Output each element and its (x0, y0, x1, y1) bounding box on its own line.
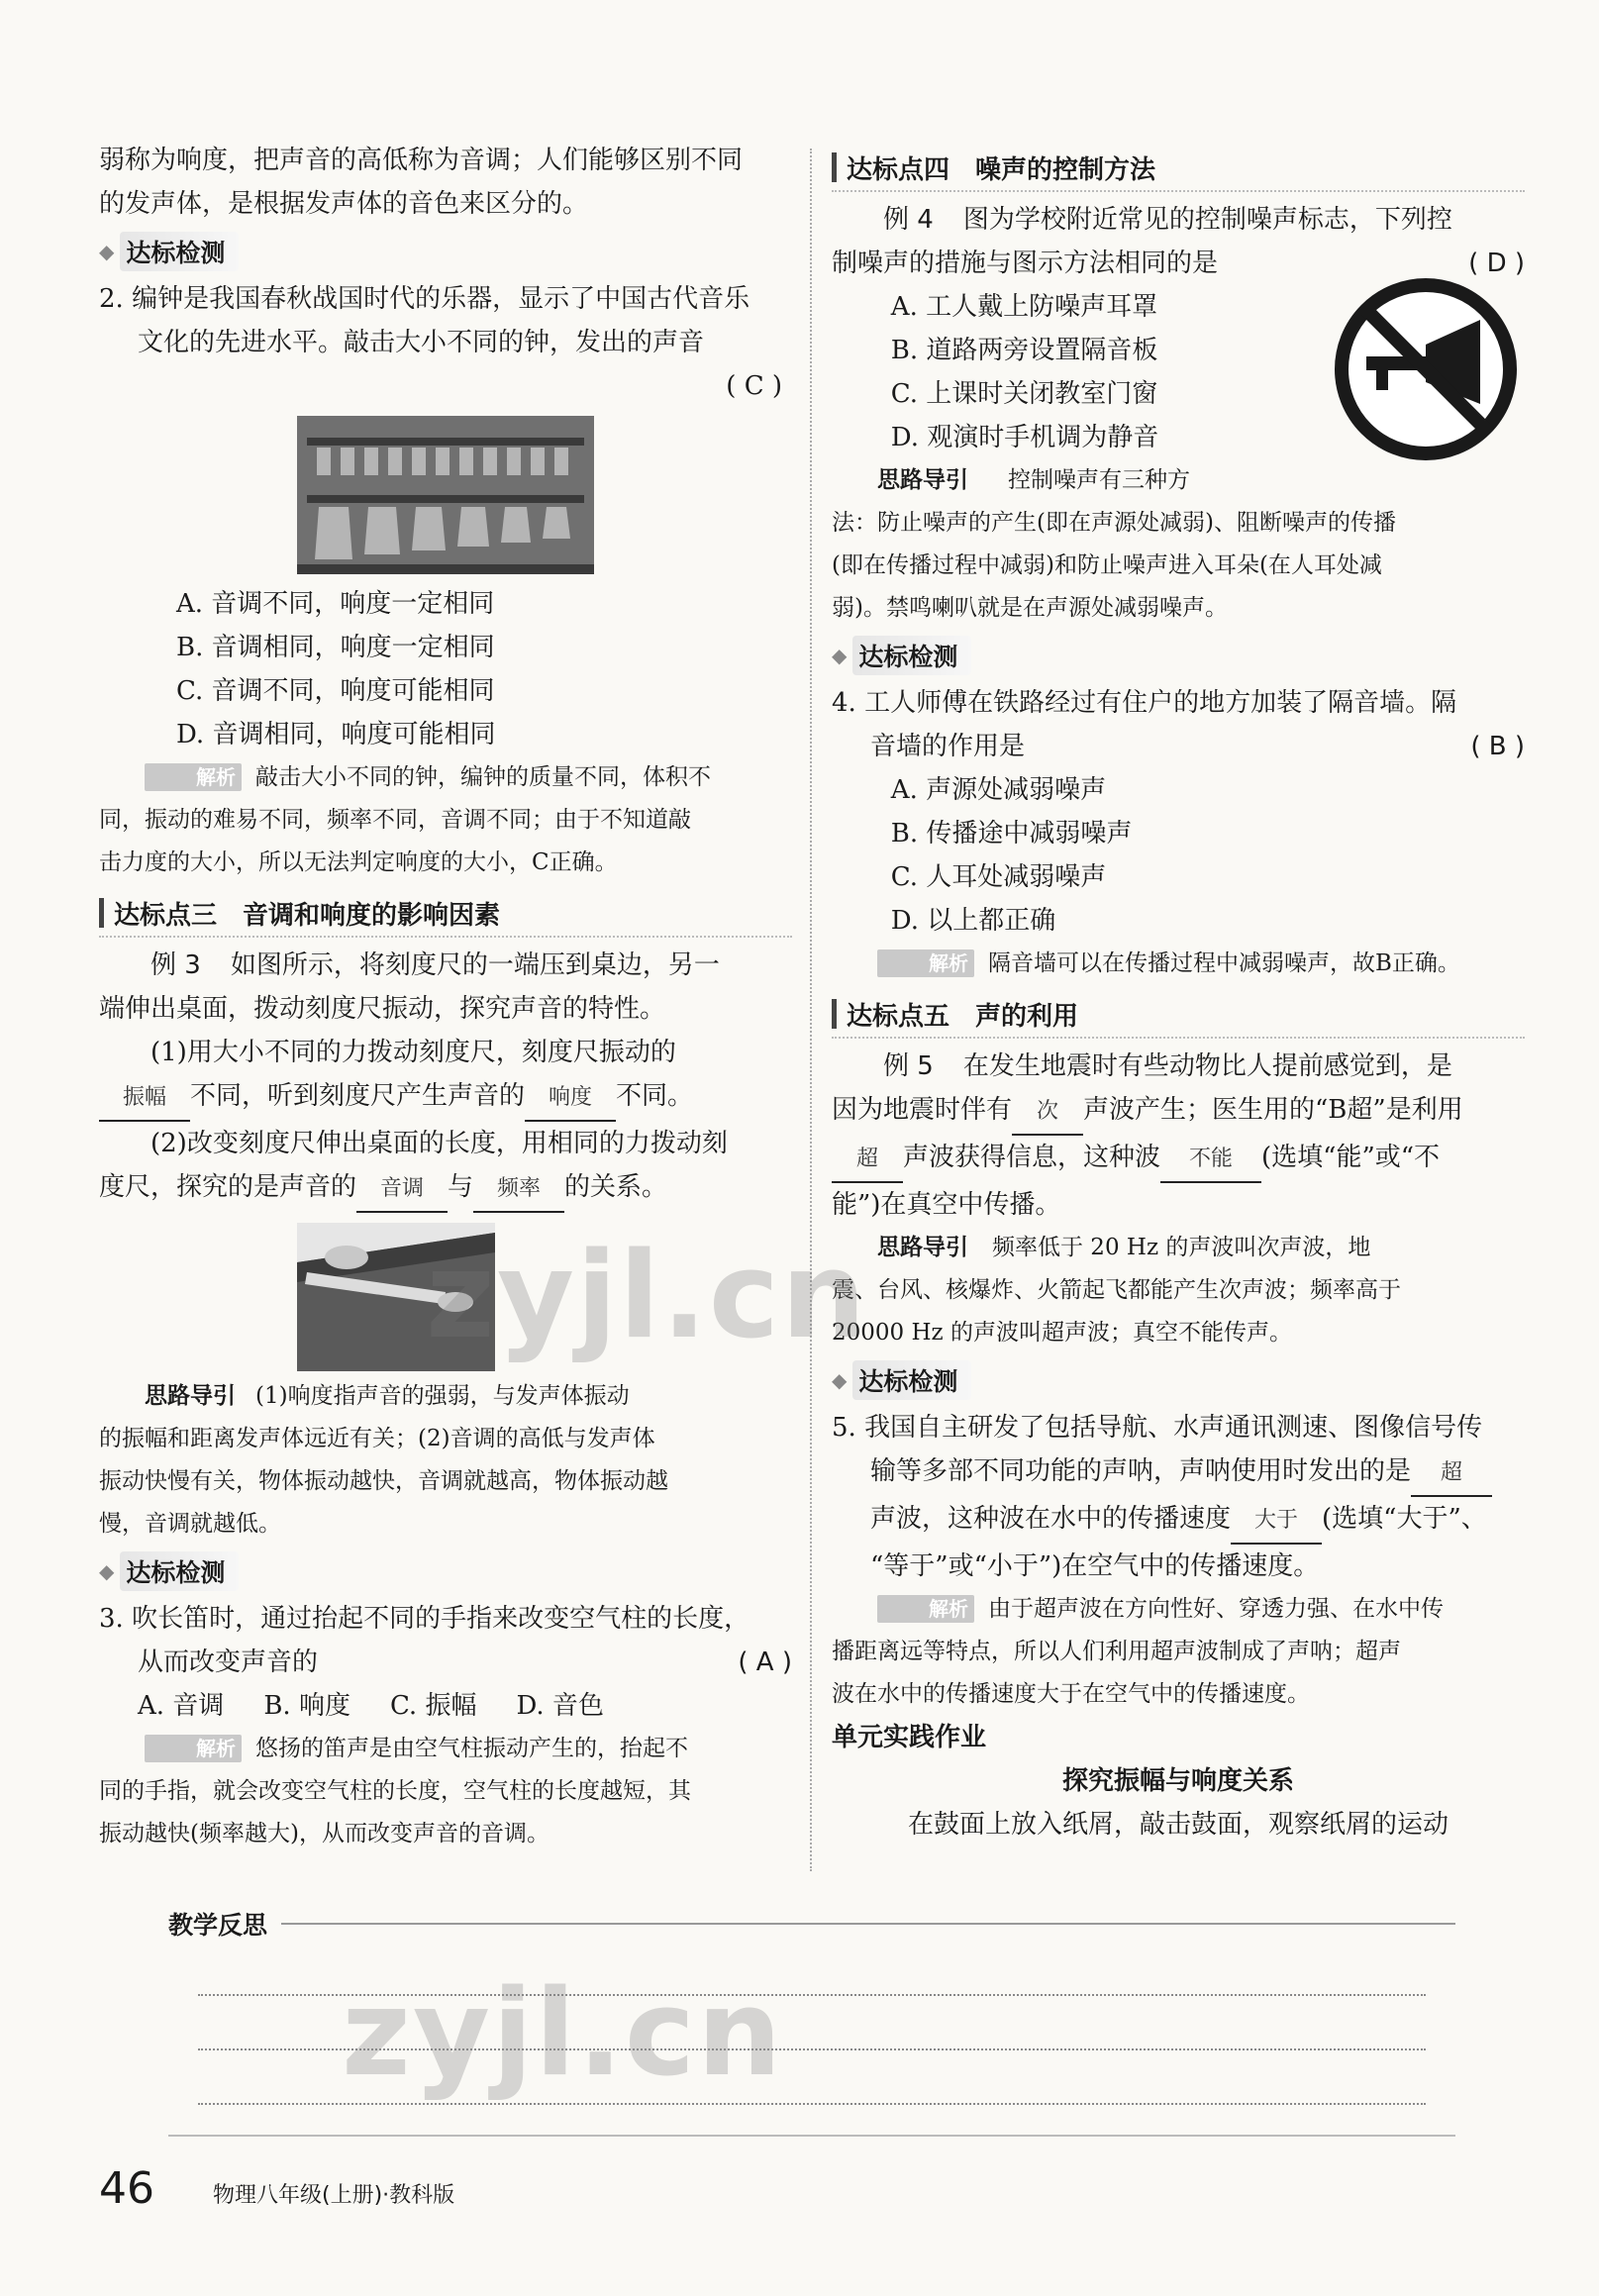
reflection-label: 教学反思 (168, 1911, 268, 1940)
q2-stem-2: 文化的先进水平。敲击大小不同的钟，发出的声音 (138, 328, 705, 357)
ex5-guide-text-1: 频率低于 20 Hz 的声波叫次声波，地 (992, 1235, 1371, 1260)
ex5-guide-label: 思路导引 (877, 1235, 968, 1260)
ex4-guide-1 (832, 459, 1525, 502)
ex3-line-1 (99, 944, 792, 987)
q3-analysis-2: 同的手指，就会改变空气柱的长度，空气柱的长度越短，其 (99, 1778, 691, 1804)
q3-stem-2-text: 从而改变声音的 (138, 1647, 319, 1677)
ex5-text-3a: 声波获得信息，这种波 (903, 1143, 1161, 1172)
q3-option-a: A. 音调 (138, 1691, 225, 1721)
q4-analysis-text-1: 隔音墙可以在传播过程中减弱噪声，故B正确。 (988, 950, 1460, 976)
intro-line-1: 弱称为响度，把声音的高低称为音调；人们能够区别不同 (99, 146, 744, 175)
check-title-2: 达标检测 (120, 1551, 239, 1591)
check-header-4 (832, 1358, 1525, 1402)
ex3-guide-1 (99, 1375, 792, 1418)
q2-option-a: A. 音调不同，响度一定相同 (176, 589, 495, 619)
q5-stem-2a: 输等多部不同功能的声呐，声呐使用时发出的是 (870, 1456, 1412, 1486)
ex3-p2-line-1: (2)改变刻度尺伸出桌面的长度，用相同的力拨动刻 (150, 1129, 728, 1158)
ex3-p1-line-2 (99, 1074, 792, 1122)
q4-option-a: A. 声源处减弱噪声 (890, 775, 1107, 805)
q5-stem-1: 5. 我国自主研发了包括导航、水声通讯测速、图像信号传 (832, 1413, 1483, 1443)
q3-option-b: B. 响度 (263, 1691, 350, 1721)
ex3-guide-3: 振动快慢有关，物体振动越快，音调就越高，物体振动越 (99, 1468, 668, 1494)
section-4-header (832, 145, 1525, 192)
check-title-4: 达标检测 (852, 1360, 971, 1400)
ex3-p2-text-d: 的关系。 (564, 1172, 668, 1202)
q5-analysis-1 (832, 1588, 1525, 1631)
q5-stem-4: “等于”或“小于”)在空气中的传播速度。 (870, 1551, 1320, 1581)
q4-answer: ( B ) (1470, 732, 1525, 761)
ex4-text-1: 图为学校附近常见的控制噪声标志，下列控 (962, 205, 1452, 235)
section-3-title: 达标点三 音调和响度的影响因素 (114, 900, 501, 931)
ex3-p1-text-c: 不同。 (616, 1081, 694, 1111)
analysis-tag: 解析 (877, 1595, 974, 1623)
ex3-fill-2: 响度 (525, 1076, 616, 1122)
analysis-tag: 解析 (145, 763, 242, 791)
diamond-icon: ◆ (832, 644, 848, 667)
q5-analysis-2: 播距离远等特点，所以人们利用超声波制成了声呐；超声 (832, 1639, 1401, 1664)
reflection-bottom-line (168, 2135, 1455, 2137)
check-title-3: 达标检测 (852, 636, 971, 675)
ex5-line-2 (832, 1088, 1525, 1136)
ex3-p2-line-2 (99, 1165, 792, 1213)
check-header-2 (99, 1549, 792, 1593)
q2-stem-1: 2. 编钟是我国春秋战国时代的乐器，显示了中国古代音乐 (99, 284, 750, 314)
ex5-label: 例 5 (883, 1051, 934, 1081)
q4-stem-2 (832, 725, 1525, 768)
q4-stem-1: 4. 工人师傅在铁路经过有住户的地方加装了隔音墙。隔 (832, 688, 1457, 718)
ex5-fill-1: 次 (1012, 1090, 1083, 1136)
ex3-guide-text-1: (1)响度指声音的强弱，与发声体振动 (255, 1383, 630, 1409)
q5-stem-3a: 声波，这种波在水中的传播速度 (870, 1504, 1232, 1534)
section-5-header (832, 991, 1525, 1039)
ex4-options-block (832, 285, 1525, 459)
ex3-p2-text-c: 与 (448, 1172, 474, 1202)
q2-analysis-text-1: 敲击大小不同的钟，编钟的质量不同，体积不 (255, 764, 711, 790)
bells-illustration (297, 416, 594, 574)
ex4-guide-text-1: 控制噪声有三种方 (1008, 467, 1190, 493)
q5-stem-3 (832, 1497, 1525, 1545)
q3-stem-1: 3. 吹长笛时，通过抬起不同的手指来改变空气柱的长度， (99, 1604, 750, 1634)
section-5-title: 达标点五 声的利用 (847, 1001, 1079, 1032)
ex4-guide-4: 弱)。禁鸣喇叭就是在声源处减弱噪声。 (832, 595, 1228, 621)
ex3-guide-2: 的振幅和距离发声体远近有关；(2)音调的高低与发声体 (99, 1426, 655, 1451)
q2-option-c: C. 音调不同，响度可能相同 (176, 676, 495, 706)
intro-line-2: 的发声体，是根据发声体的音色来区分的。 (99, 189, 589, 219)
q2-analysis-3: 击力度的大小，所以无法判定响度的大小，C正确。 (99, 849, 618, 875)
ex5-text-2b: 声波产生；医生用的“B超”是利用 (1083, 1095, 1463, 1125)
ex4-option-a: A. 工人戴上防噪声耳罩 (890, 292, 1158, 322)
q3-option-c: C. 振幅 (389, 1691, 477, 1721)
ex5-guide-3: 20000 Hz 的声波叫超声波；真空不能传声。 (832, 1320, 1292, 1346)
watermark-2: zyjl.cn (342, 1965, 784, 2103)
q5-stem-2 (832, 1449, 1525, 1497)
bianzhong-photo (297, 416, 594, 574)
ex3-p1-text-b: 不同，听到刻度尺产生声音的 (190, 1081, 526, 1111)
book-name: 物理八年级(上册)·教科版 (213, 2183, 455, 2208)
q5-analysis-text-1: 由于超声波在方向性好、穿透力强、在水中传 (988, 1596, 1444, 1622)
q3-stem-2 (99, 1641, 792, 1684)
ex5-fill-2: 超 (832, 1138, 903, 1183)
section-bar (832, 152, 837, 182)
ex4-guide-label: 思路导引 (877, 467, 968, 493)
ex4-answer: ( D ) (1468, 249, 1525, 278)
check-header-1 (99, 230, 792, 273)
q4-analysis-1 (832, 943, 1525, 985)
reflection-area (168, 1906, 1455, 2137)
q4-stem-2-text: 音墙的作用是 (870, 732, 1026, 761)
q3-option-d: D. 音色 (516, 1691, 604, 1721)
q3-analysis-1 (99, 1728, 792, 1770)
ex5-guide-1 (832, 1227, 1525, 1269)
ex4-guide-3: (即在传播过程中减弱)和防止噪声进入耳朵(在人耳处减 (832, 552, 1382, 578)
diamond-icon: ◆ (99, 240, 115, 263)
q2-answer: ( C ) (726, 371, 782, 401)
q4-option-c: C. 人耳处减弱噪声 (890, 862, 1107, 892)
ex3-fill-3: 音调 (356, 1167, 448, 1213)
page-number: 46 (99, 2163, 154, 2214)
ex4-option-b: B. 道路两旁设置隔音板 (890, 336, 1158, 365)
ex5-line-3 (832, 1136, 1525, 1183)
q5-analysis-3: 波在水中的传播速度大于在空气中的传播速度。 (832, 1681, 1310, 1707)
ex4-text-2: 制噪声的措施与图示方法相同的是 (832, 249, 1219, 278)
q5-fill-2: 大于 (1231, 1499, 1322, 1545)
q5-stem-3b: (选填“大于”、 (1322, 1504, 1487, 1534)
ex3-p1-line-1: (1)用大小不同的力拨动刻度尺，刻度尺振动的 (150, 1038, 676, 1067)
diamond-icon: ◆ (99, 1559, 115, 1583)
ex3-label: 例 3 (150, 950, 201, 980)
ex5-guide-2: 震、台风、核爆炸、火箭起飞都能产生次声波；频率高于 (832, 1277, 1401, 1303)
ex3-guide-4: 慢，音调就越低。 (99, 1511, 281, 1537)
reflection-line-2 (198, 2048, 1426, 2050)
ex5-line-1 (832, 1045, 1525, 1088)
ex3-p2-text-b: 度尺，探究的是声音的 (99, 1172, 357, 1202)
q5-fill-1: 超 (1411, 1451, 1492, 1497)
diamond-icon: ◆ (832, 1368, 848, 1392)
ex3-text-1: 如图所示，将刻度尺的一端压到桌边，另一 (230, 950, 720, 980)
analysis-tag: 解析 (877, 949, 974, 977)
check-header-3 (832, 634, 1525, 677)
ex5-fill-3: 不能 (1160, 1138, 1261, 1183)
column-divider (810, 149, 812, 1871)
reflection-line-1 (198, 1994, 1426, 1996)
ex5-text-1: 在发生地震时有些动物比人提前感觉到，是 (962, 1051, 1452, 1081)
practice-title: 单元实践作业 (832, 1723, 987, 1752)
ex3-fill-1: 振幅 (99, 1076, 190, 1122)
ex4-option-c: C. 上课时关闭教室门窗 (890, 379, 1158, 409)
right-column (832, 139, 1525, 1847)
ex4-label: 例 4 (883, 205, 934, 235)
section-4-title: 达标点四 噪声的控制方法 (847, 154, 1156, 185)
watermark-1: zyjl.cn (426, 1228, 868, 1365)
ex4-option-d: D. 观演时手机调为静音 (890, 423, 1159, 452)
q3-answer: ( A ) (738, 1647, 792, 1677)
reflection-line-3 (198, 2103, 1426, 2105)
q2-analysis-1 (99, 756, 792, 799)
reflection-top-line (281, 1923, 1455, 1925)
q3-options (99, 1684, 792, 1728)
reflection-header (168, 1906, 1455, 1942)
practice-subtitle: 探究振幅与响度关系 (1061, 1766, 1294, 1796)
ex5-line-4: 能”)在真空中传播。 (832, 1190, 1061, 1220)
analysis-tag: 解析 (145, 1735, 242, 1762)
practice-text: 在鼓面上放入纸屑，敲击鼓面，观察纸屑的运动 (907, 1810, 1449, 1840)
ex5-text-2a: 因为地震时伴有 (832, 1095, 1013, 1125)
ex4-guide-2: 法：防止噪声的产生(即在声源处减弱)、阻断噪声的传播 (832, 510, 1396, 536)
section-3-header (99, 890, 792, 938)
ex3-fill-4: 频率 (473, 1167, 564, 1213)
q3-analysis-3: 振动越快(频率越大)，从而改变声音的音调。 (99, 1821, 550, 1847)
left-column (99, 139, 792, 1855)
ex3-line-2: 端伸出桌面，拨动刻度尺振动，探究声音的特性。 (99, 994, 666, 1024)
section-bar (99, 898, 104, 928)
q4-option-d: D. 以上都正确 (890, 906, 1056, 936)
section-bar (832, 999, 837, 1029)
ex5-text-3b: (选填“能”或“不 (1261, 1143, 1441, 1172)
q2-analysis-2: 同，振动的难易不同，频率不同，音调不同；由于不知道敲 (99, 807, 691, 833)
q3-analysis-text-1: 悠扬的笛声是由空气柱振动产生的，抬起不 (255, 1736, 688, 1761)
ex3-guide-label: 思路导引 (145, 1383, 236, 1409)
q4-option-b: B. 传播途中减弱噪声 (890, 819, 1133, 849)
q2-option-d: D. 音调相同，响度可能相同 (176, 720, 496, 749)
no-horn-sign-icon (1332, 275, 1520, 463)
ex4-line-1 (832, 198, 1525, 242)
q2-option-b: B. 音调相同，响度一定相同 (176, 633, 495, 662)
check-title: 达标检测 (120, 232, 239, 271)
